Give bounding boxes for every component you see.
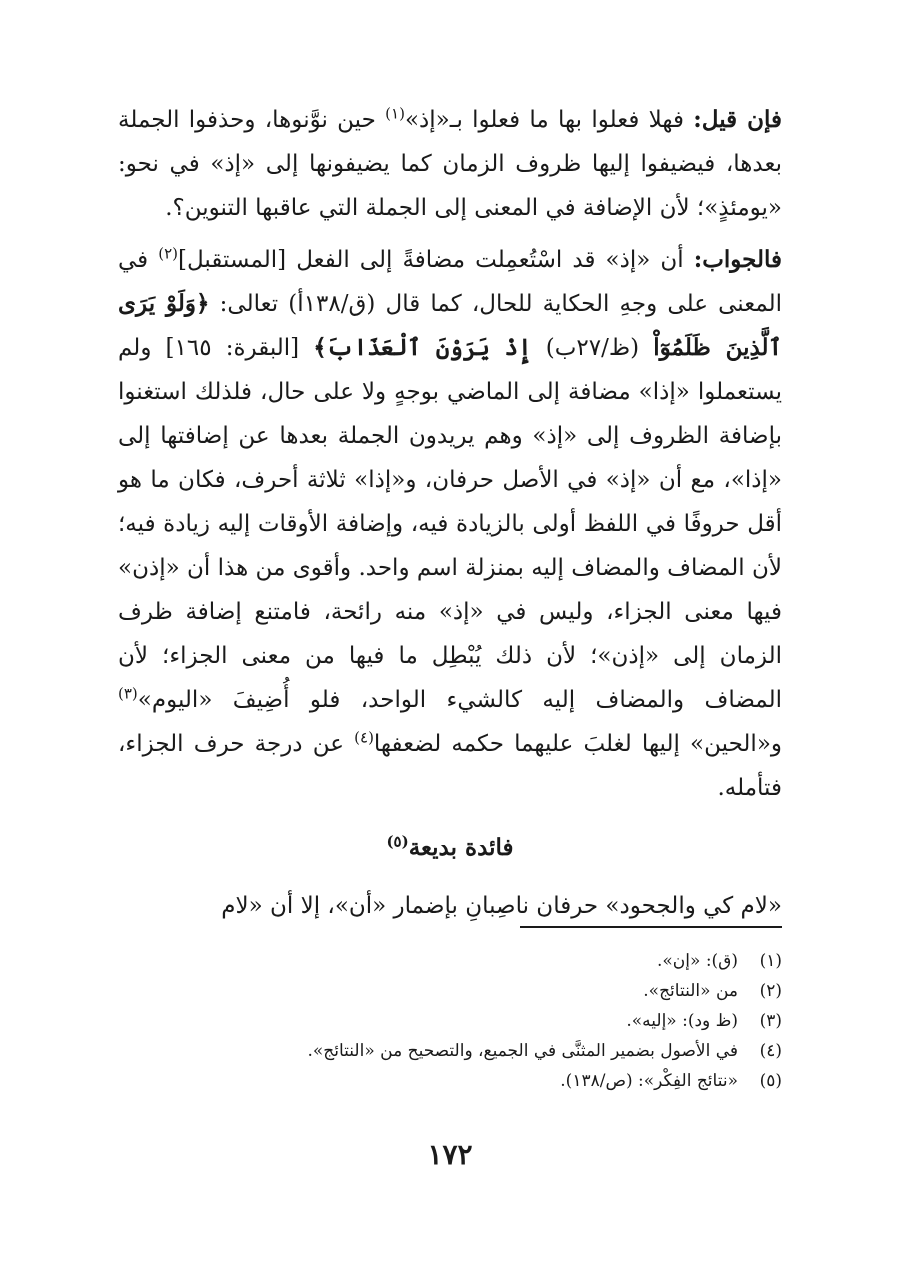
paragraph-section <box>118 884 782 928</box>
answer-text-b: في المعنى على وجهِ الحكاية للحال، كما قال (ق/١٣٨أ) تعالى: <box>118 247 783 317</box>
footnote-number: (٤) <box>759 1041 782 1061</box>
question-lead: فإن قيل: <box>693 106 783 133</box>
footnote-item <box>118 1036 782 1066</box>
answer-lead: فالجواب: <box>693 246 783 273</box>
footnotes <box>118 946 782 1096</box>
footnote-separator <box>520 926 782 928</box>
section-heading-text: فائدة بديعة <box>408 834 514 861</box>
manuscript-ref: (ظ/٢٧ب) <box>545 335 640 361</box>
answer-text: أن «إذ» قد اسْتُعمِلت مضافةً إلى الفعل [المستقبل] <box>178 247 684 273</box>
page-number: ١٧٢ <box>427 1138 473 1171</box>
footnote-text: «نتائج الفِكْر»: (ص/١٣٨). <box>560 1071 738 1091</box>
footnote-text: من «النتائج». <box>643 981 738 1001</box>
footnote-number: (١) <box>759 951 782 971</box>
answer-text-f: عن درجة حرف الجزاء، فتأمله. <box>118 731 782 801</box>
quran-verse-part1: ﴿وَلَوْ يَرَى ٱلَّذِينَ ظَلَمُوٓاْ <box>118 290 783 361</box>
footnote-item <box>118 976 782 1006</box>
footnote-text: في الأصول بضمير المثنَّى في الجميع، والتصحيح من «النتائج». <box>307 1041 738 1061</box>
footnote-ref-5[interactable]: (٥) <box>386 832 409 851</box>
footnote-text: (ق): «إن». <box>657 951 738 971</box>
footnote-ref-2[interactable]: (٢) <box>158 244 179 263</box>
answer-text-d: [البقرة: ١٦٥] ولم يستعملوا «إذا» مضافة إلى الماضي بوجهٍ ولا على حال، فلذلك استغنوا بإضافة الظروف إلى «إذ» وهم يريدون الجملة بعدها عن إضافتها إلى «إذا»، مع أن «إذ» في الأصل حرفان، و«إذا» ثلاثة أحرف، فكان ما هو أقل حروفًا في اللفظ أولى بالزيادة فيه، وإضافة الأوقات إليه زيادة فيه؛ لأن المضاف والمضاف إليه بمنزلة اسم واحد. وأقوى من هذا أن «إذن» فيها معنى الجزاء، وليس في «إذ» منه رائحة، فامتنع إضافة ظرف الزمان إلى «إذن»؛ لأن ذلك يُبْطِل ما فيها من معنى الجزاء؛ لأن المضاف والمضاف إليه كالشيء الواحد، فلو أُضِيفَ «اليوم» <box>118 335 782 713</box>
paragraph-answer <box>118 238 782 810</box>
paragraph-question <box>118 98 782 230</box>
quran-verse-part2: إِذْ يَرَوْنَ ٱلْعَذَابَ﴾ <box>313 334 532 361</box>
footnote-number: (٥) <box>759 1071 782 1091</box>
answer-text-e: و«الحين» إليها لغلبَ عليهما حكمه لضعفها <box>373 731 782 757</box>
footnote-text: (ظ ود): «إليه». <box>626 1011 738 1031</box>
footnote-ref-3[interactable]: (٣) <box>118 684 138 703</box>
footnote-item <box>118 1006 782 1036</box>
question-text-cont: حين نوَّنوها، وحذفوا الجملة بعدها، فيضيفوا إليها ظروف الزمان كما يضيفونها إلى «إذ» في نحو: «يومئذٍ»؛ لأن الإضافة في المعنى إلى الجملة التي عاقبها التنوين؟. <box>118 107 782 221</box>
main-text <box>118 98 782 928</box>
section-heading <box>118 826 782 870</box>
footnote-ref-4[interactable]: (٤) <box>354 728 374 747</box>
footnote-item <box>118 946 782 976</box>
question-text: فهلا فعلوا بها ما فعلوا بـ«إذ» <box>404 107 684 133</box>
footnote-item <box>118 1066 782 1096</box>
footnote-number: (٢) <box>759 981 782 1001</box>
footnote-number: (٣) <box>759 1011 782 1031</box>
footnote-ref-1[interactable]: (١) <box>385 104 405 123</box>
section-text: «لام كي والجحود» حرفان ناصِبانِ بإضمار «أن»، إلا أن «لام <box>221 893 782 919</box>
